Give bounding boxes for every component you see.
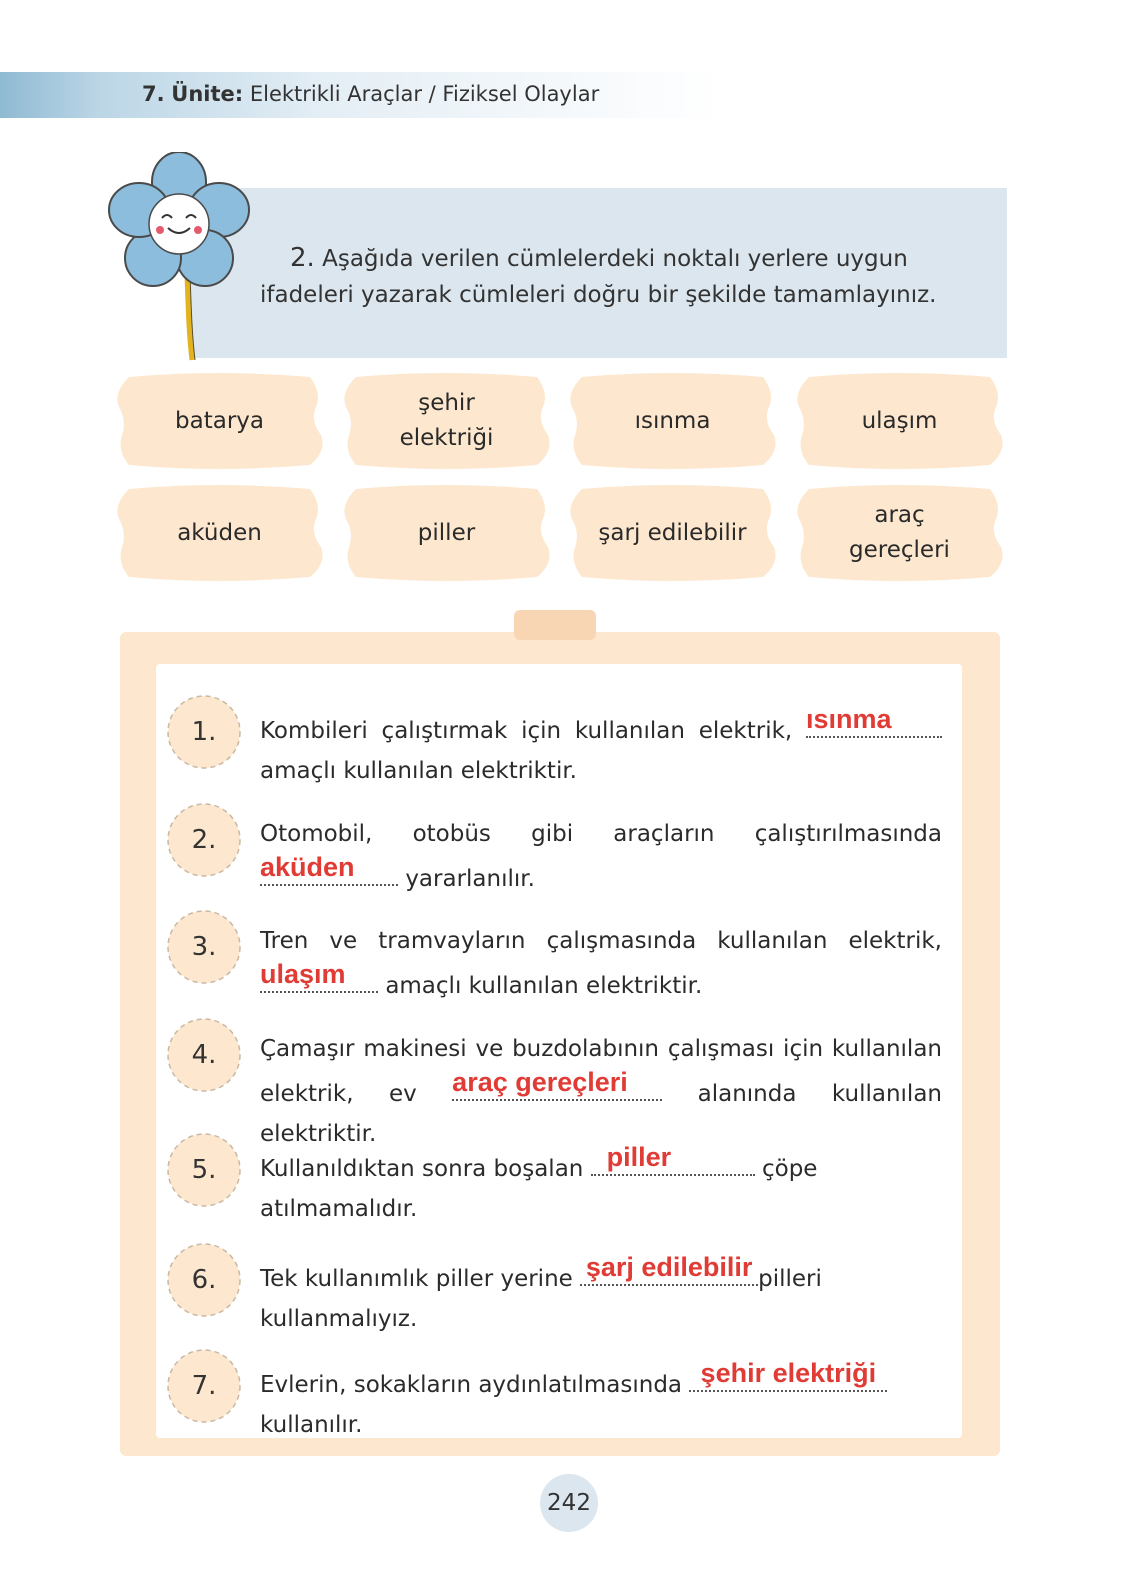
question-text-before: Otomobil, otobüs gibi araçların çalıştırılmasında (260, 821, 942, 847)
question-text (260, 814, 942, 899)
question-text-before: Çamaşır makinesi ve buzdolabının çalışması için kullanılan elektrik, ev (260, 1036, 942, 1107)
answer-text: araç gereçleri (452, 1067, 628, 1097)
question-text-before: Tek kullanımlık piller yerine (260, 1266, 573, 1292)
question-text-before: Kullanıldıktan sonra boşalan (260, 1156, 584, 1182)
word-card-text: ulaşım (861, 407, 938, 434)
question-number: 6. (191, 1265, 217, 1295)
answer-text: piller (606, 1142, 672, 1172)
answer-text: şehir elektriği (700, 1358, 877, 1388)
question-badge (164, 800, 244, 880)
question-number: 7. (191, 1371, 217, 1401)
word-card-text: aküden (177, 519, 262, 546)
question-text (260, 1254, 942, 1339)
answer-text: aküden (260, 852, 355, 882)
unit-number: 7. (142, 82, 165, 106)
answer-blank[interactable] (591, 1144, 755, 1176)
question-text-after: pilleri kullanmalıyız. (260, 1266, 822, 1332)
answer-blank[interactable] (452, 1069, 662, 1101)
word-card (340, 373, 553, 469)
answer-text: ulaşım (260, 959, 346, 989)
word-card (340, 485, 553, 581)
word-card-text: araç gereçleri (849, 502, 950, 563)
question-number: 1. (191, 717, 217, 747)
word-card (566, 373, 779, 469)
instruction-number: 2. (290, 243, 315, 273)
word-card (113, 373, 326, 469)
word-card-text: batarya (175, 407, 264, 434)
word-card (566, 485, 779, 581)
question-text-after: kullanılır. (260, 1412, 363, 1438)
unit-title: Elektrikli Araçlar / Fiziksel Olaylar (249, 82, 600, 106)
question-number: 2. (191, 825, 217, 855)
question-text-after: alanında kullanılan elektriktir. (260, 1081, 942, 1147)
unit-header-text (142, 82, 599, 106)
answer-blank[interactable] (260, 961, 378, 993)
instruction-body: Aşağıda verilen cümlelerdeki noktalı yerlere uygun ifadeleri yazarak cümleleri doğru bir şekilde tamamlayınız. (260, 246, 937, 308)
unit-label: Ünite: (171, 82, 244, 106)
question-badge (164, 1015, 244, 1095)
question-badge (164, 907, 244, 987)
question-text-before: Tren ve tramvayların çalışmasında kullanılan elektrik, (260, 928, 942, 954)
answer-text: ısınma (806, 704, 892, 734)
answer-text: şarj edilebilir (585, 1252, 753, 1282)
question-text (260, 706, 942, 791)
word-card-text: şarj edilebilir (598, 519, 747, 546)
question-text (260, 921, 942, 1006)
question-text-after: amaçlı kullanılan elektriktir. (260, 758, 577, 784)
question-text (260, 1029, 942, 1154)
question-badge (164, 1240, 244, 1320)
word-card-text: ısınma (634, 407, 711, 434)
instruction-box (190, 188, 1007, 358)
answer-blank[interactable] (806, 706, 942, 738)
question-text (260, 1360, 942, 1445)
question-text-before: Evlerin, sokakların aydınlatılmasında (260, 1372, 683, 1398)
question-text-after: çöpe atılmamalıdır. (260, 1156, 818, 1222)
question-badge (164, 1346, 244, 1426)
flower-icon (104, 152, 254, 362)
word-card-text: şehir elektriği (399, 390, 494, 451)
answer-blank[interactable] (689, 1360, 887, 1392)
question-number: 5. (191, 1155, 217, 1185)
question-number: 4. (191, 1040, 217, 1070)
word-card (113, 485, 326, 581)
word-card-text: piller (417, 519, 476, 546)
answer-blank[interactable] (260, 854, 398, 886)
word-card (793, 373, 1006, 469)
tape-decoration (514, 610, 596, 640)
page-number: 242 (540, 1474, 598, 1532)
question-text (260, 1144, 942, 1229)
unit-header (0, 72, 720, 118)
question-number: 3. (191, 932, 217, 962)
question-text-after: yararlanılır. (405, 866, 535, 892)
answer-blank[interactable] (580, 1254, 758, 1286)
word-card (793, 485, 1006, 581)
question-text-before: Kombileri çalıştırmak için kullanılan elektrik, (260, 718, 793, 744)
question-badge (164, 692, 244, 772)
instruction-text (260, 240, 995, 313)
question-badge (164, 1130, 244, 1210)
question-text-after: amaçlı kullanılan elektriktir. (385, 973, 703, 999)
